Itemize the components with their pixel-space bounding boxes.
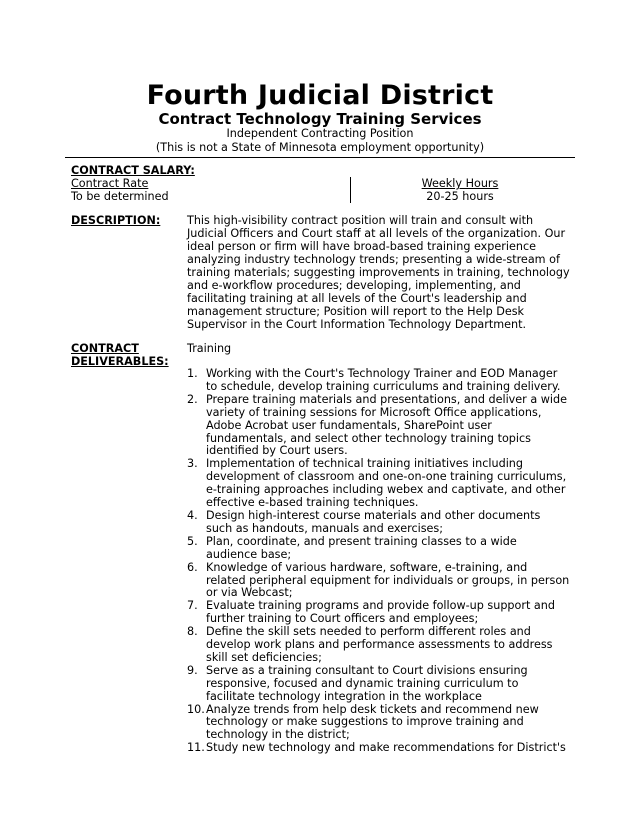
deliverables-label: CONTRACT DELIVERABLES: — [71, 342, 169, 368]
deliverables-list — [187, 368, 570, 755]
list-item-number: 11. — [187, 741, 205, 755]
list-item-text: Design high-interest course materials and other documents such as handouts, manuals and exercises; — [206, 508, 541, 535]
list-item-number: 8. — [187, 625, 198, 639]
list-item — [187, 458, 570, 510]
list-item — [187, 368, 570, 394]
header-divider — [65, 157, 575, 158]
list-item — [187, 665, 570, 704]
list-item-text: Prepare training materials and presentations, and deliver a wide variety of training sessions for Microsoft Office applications, Adobe Acrobat user fundamentals, SharePoint user fundamentals, and select other technology training topics identified by Court users. — [206, 392, 567, 458]
position-type: Independent Contracting Position — [226, 127, 414, 140]
list-item — [187, 394, 570, 459]
list-item — [187, 536, 570, 562]
list-item-number: 6. — [187, 560, 198, 574]
list-item-number: 9. — [187, 663, 198, 677]
salary-heading: CONTRACT SALARY: — [71, 164, 195, 177]
list-item-text: Serve as a training consultant to Court divisions ensuring responsive, focused and dynamic training curriculum to facilitate technology integration in the workplace — [206, 663, 528, 703]
description-text: This high-visibility contract position will train and consult with Judicial Officers and Court staff at all levels of the organization. Our ideal person or firm will have broad-based training experience analyzing industry technology trends; presenting a wide-stream of training materials; suggesting improvements in training, technology and e-workflow procedures; developing, implementing, and facilitating training at all levels of the Court's leadership and management structure; Position will report to the Help Desk Supervisor in the Court Information Technology Department. — [187, 214, 570, 331]
list-item-text: Analyze trends from help desk tickets and recommend new technology or make suggestions to improve training and technology in the district; — [206, 702, 539, 742]
list-item-text: Working with the Court's Technology Trainer and EOD Manager to schedule, develop training curriculums and training delivery. — [206, 367, 561, 393]
list-item-text: Knowledge of various hardware, software, e-training, and related peripheral equipment for individuals or groups, in person or via Webcast; — [206, 560, 570, 600]
page-title: Fourth Judicial District — [146, 80, 494, 111]
list-item-text: Implementation of technical training initiatives including development of classroom and one-on-one training curriculums, e-training approaches including webex and captivate, and other effective e-based training techniques. — [206, 457, 567, 510]
list-item — [187, 600, 570, 626]
page-subtitle: Contract Technology Training Services — [158, 110, 482, 128]
list-item — [187, 704, 570, 743]
list-item — [187, 626, 570, 665]
description-label: DESCRIPTION: — [71, 214, 161, 227]
list-item-number: 4. — [187, 508, 198, 522]
list-item-text: Evaluate training programs and provide follow-up support and further training to Court officers and employees; — [206, 599, 555, 626]
list-item-number: 7. — [187, 599, 198, 613]
contract-rate-value: To be determined — [71, 190, 169, 203]
list-item — [187, 510, 570, 536]
deliverables-category: Training — [187, 342, 232, 355]
list-item-number: 1. — [187, 367, 198, 380]
list-item-number: 10. — [187, 702, 205, 716]
list-item-number: 3. — [187, 457, 198, 471]
list-item-text: Define the skill sets needed to perform different roles and develop work plans and performance assessments to address skill set deficiencies; — [206, 625, 553, 664]
contract-rate-label: Contract Rate — [71, 177, 149, 190]
employment-note: (This is not a State of Minnesota employment opportunity) — [155, 141, 485, 154]
salary-column-divider — [350, 177, 351, 203]
list-item-text: Study new technology and make recommendations for District's — [206, 741, 566, 755]
list-item-number: 2. — [187, 392, 198, 406]
list-item-text: Plan, coordinate, and present training classes to a wide audience base; — [206, 534, 517, 561]
list-item — [187, 742, 570, 755]
weekly-hours-label: Weekly Hours — [421, 177, 499, 190]
list-item-number: 5. — [187, 534, 198, 548]
list-item — [187, 562, 570, 601]
weekly-hours-value: 20-25 hours — [426, 190, 494, 203]
